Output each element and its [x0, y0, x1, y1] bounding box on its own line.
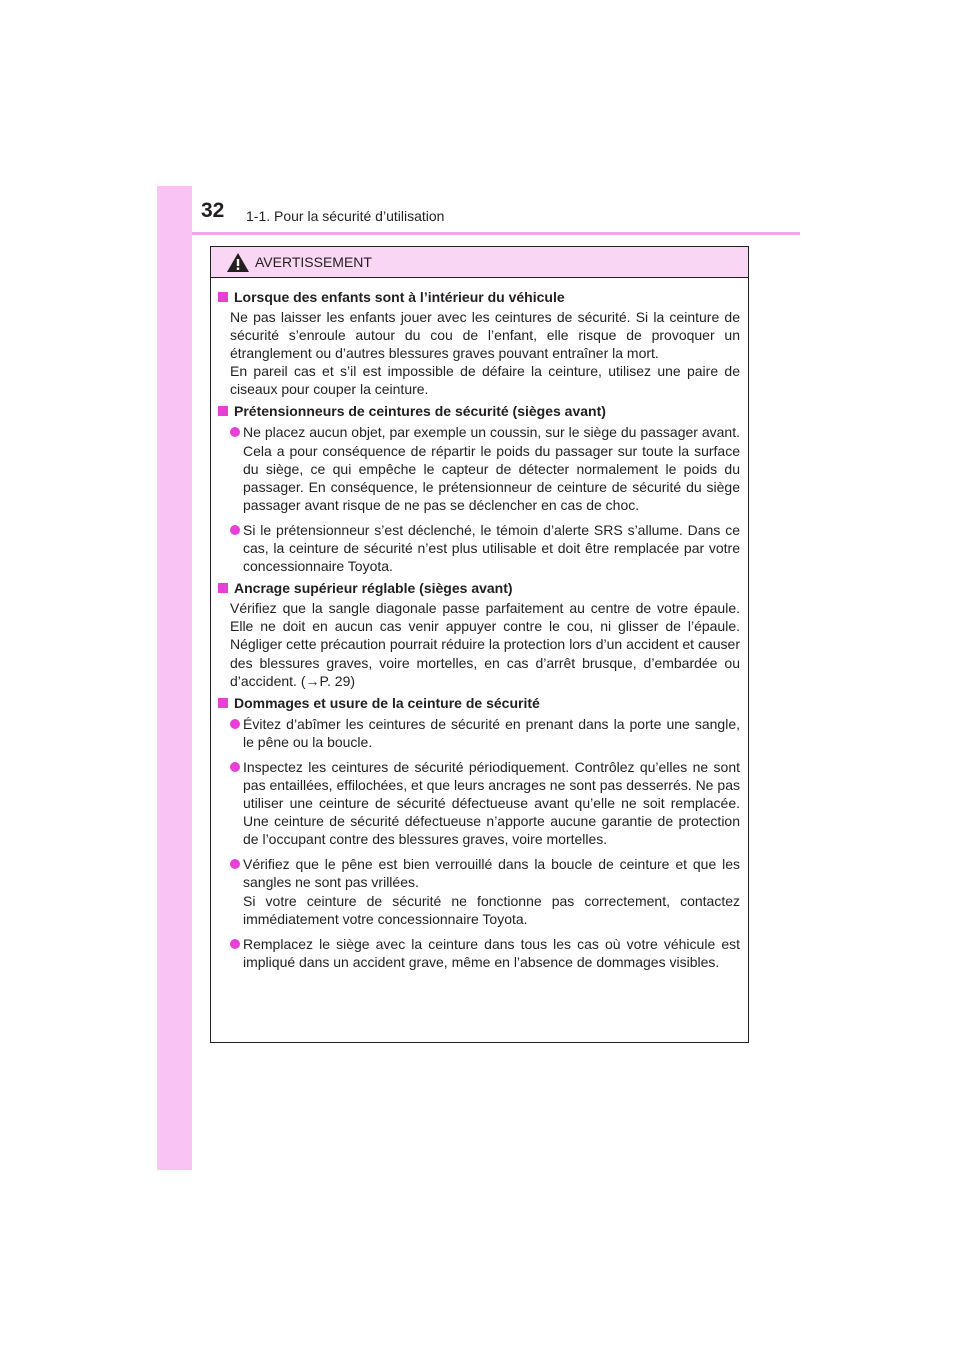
section-paragraph: Ne pas laisser les enfants jouer avec les ceintures de sécurité. Si la ceinture de sécurité s’enroule autour du cou de l’enfant, elle risque de provoquer un étranglement ou d’autres blessures graves pouvant entraîner la mort. En pareil cas et s’il est impossible de défaire la ceinture, utilisez une paire de ciseaux pour couper la ceinture.: [230, 309, 740, 398]
bullet-item: Vérifiez que le pêne est bien verrouillé dans la boucle de ceinture et que les sangles ne sont pas vrillées. Si votre ceinture de sécurité ne fonctionne pas correctement, contactez immédiatement votre concessionnaire Toyota.: [218, 855, 740, 927]
warning-content: [211, 278, 748, 971]
warning-section: [218, 402, 740, 575]
header-rule: [192, 232, 800, 235]
page-number: 32: [201, 199, 225, 222]
warning-section: [218, 579, 740, 689]
bullet-item: Ne placez aucun objet, par exemple un coussin, sur le siège du passager avant. Cela a pour conséquence de répartir le poids du passager sur toute la surface du siège, ce qui empêche le capteur de détecter normalement le poids du passager. En conséquence, le prétensionneur de ceinture de sécurité du siège passager avant risque de ne pas se déclencher en cas de choc.: [218, 423, 740, 513]
warning-title: AVERTISSEMENT: [255, 254, 372, 270]
section-heading: Ancrage supérieur réglable (sièges avant): [218, 579, 740, 597]
section-paragraph: Vérifiez que la sangle diagonale passe parfaitement au centre de votre épaule. Elle ne doit en aucun cas venir appuyer contre le cou, ni glisser de l’épaule. Négliger cette précaution pourrait réduire la protection lors d’un accident et causer des blessures graves, voire mortelles, en cas d’arrêt brusque, d’embardée ou d’accident. (→P. 29): [230, 600, 740, 689]
section-title: 1-1. Pour la sécurité d’utilisation: [246, 208, 445, 224]
circle-bullet-icon: [230, 427, 240, 437]
warning-header: [211, 247, 748, 278]
square-bullet-icon: [218, 698, 228, 708]
bullet-item: Inspectez les ceintures de sécurité périodiquement. Contrôlez qu’elles ne sont pas entaillées, effilochées, et que leurs ancrages ne sont pas desserrés. Ne pas utiliser une ceinture de sécurité défectueuse avant qu’elle ne soit remplacée. Une ceinture de sécurité défectueuse n’apporte aucune garantie de protection de l’occupant contre des blessures graves, voire mortelles.: [218, 758, 740, 848]
circle-bullet-icon: [230, 762, 240, 772]
circle-bullet-icon: [230, 859, 240, 869]
circle-bullet-icon: [230, 939, 240, 949]
warning-section: [218, 288, 740, 398]
warning-section: [218, 694, 740, 971]
section-heading: Dommages et usure de la ceinture de sécurité: [218, 694, 740, 712]
side-tab: [157, 186, 192, 1170]
warning-triangle-icon: [227, 253, 249, 272]
square-bullet-icon: [218, 292, 228, 302]
section-heading: Prétensionneurs de ceintures de sécurité (sièges avant): [218, 402, 740, 420]
warning-box: [210, 246, 749, 1043]
bullet-item: Évitez d’abîmer les ceintures de sécurité en prenant dans la porte une sangle, le pêne ou la boucle.: [218, 715, 740, 751]
section-heading: Lorsque des enfants sont à l’intérieur du véhicule: [218, 288, 740, 306]
square-bullet-icon: [218, 583, 228, 593]
bullet-item: Si le prétensionneur s’est déclenché, le témoin d’alerte SRS s’allume. Dans ce cas, la ceinture de sécurité n’est plus utilisable et doit être remplacée par votre concessionnaire Toyota.: [218, 521, 740, 575]
square-bullet-icon: [218, 406, 228, 416]
circle-bullet-icon: [230, 525, 240, 535]
bullet-item: Remplacez le siège avec la ceinture dans tous les cas où votre véhicule est impliqué dans un accident grave, même en l’absence de dommages visibles.: [218, 935, 740, 971]
circle-bullet-icon: [230, 719, 240, 729]
